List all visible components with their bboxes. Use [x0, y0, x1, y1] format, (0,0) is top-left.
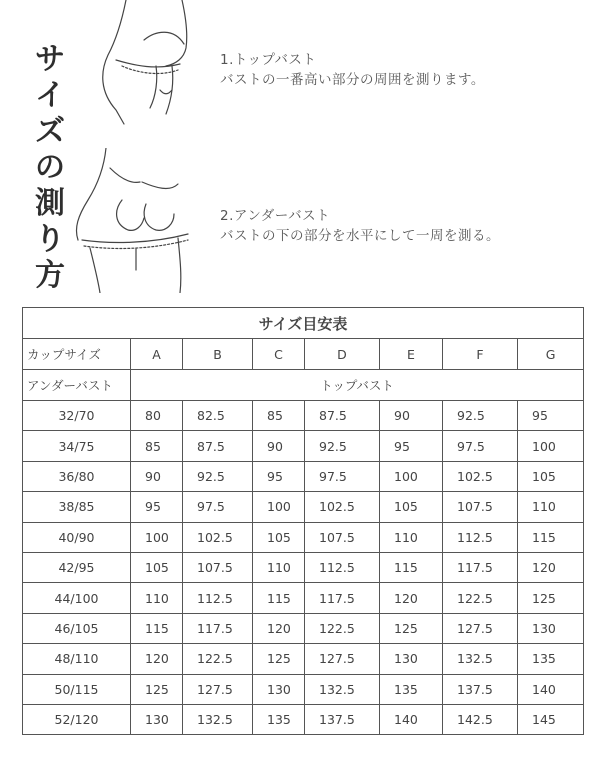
bust-header-row — [23, 370, 584, 401]
side-title-char: の — [35, 150, 65, 185]
top-bust-cell: 120 — [380, 583, 443, 613]
top-bust-cell: 140 — [518, 674, 584, 704]
top-bust-cell: 127.5 — [305, 644, 380, 674]
top-bust-cell: 120 — [518, 552, 584, 582]
top-bust-cell: 87.5 — [183, 431, 253, 461]
cup-size-label: カップサイズ — [23, 339, 131, 370]
step-description: バストの一番高い部分の周囲を測ります。 — [220, 72, 485, 88]
table-title-row — [23, 308, 584, 339]
top-bust-cell: 100 — [380, 461, 443, 491]
top-bust-cell: 130 — [380, 644, 443, 674]
side-title-char: ズ — [35, 114, 65, 149]
top-bust-label: トップバスト — [131, 370, 584, 401]
cup-header-cell: F — [443, 339, 518, 370]
top-bust-cell: 132.5 — [443, 644, 518, 674]
top-bust-cell: 107.5 — [305, 522, 380, 552]
top-bust-cell: 125 — [380, 613, 443, 643]
top-bust-cell: 105 — [518, 461, 584, 491]
top-bust-cell: 132.5 — [305, 674, 380, 704]
top-bust-cell: 95 — [380, 431, 443, 461]
table-row — [23, 522, 584, 552]
cup-header-cell: D — [305, 339, 380, 370]
top-bust-cell: 90 — [253, 431, 305, 461]
step-description: バストの下の部分を水平にして一周を測る。 — [220, 228, 500, 244]
cup-header-cell: G — [518, 339, 584, 370]
top-bust-cell: 87.5 — [305, 401, 380, 431]
top-bust-cell: 97.5 — [305, 461, 380, 491]
top-bust-cell: 110 — [131, 583, 183, 613]
top-bust-cell: 92.5 — [183, 461, 253, 491]
top-bust-cell: 95 — [131, 492, 183, 522]
under-bust-cell: 38/85 — [23, 492, 131, 522]
top-bust-cell: 97.5 — [183, 492, 253, 522]
top-bust-cell: 122.5 — [305, 613, 380, 643]
top-bust-illustration — [86, 0, 206, 130]
top-bust-cell: 117.5 — [443, 552, 518, 582]
table-row — [23, 461, 584, 491]
top-bust-cell: 130 — [253, 674, 305, 704]
step-top-bust — [220, 50, 485, 90]
top-bust-cell: 135 — [380, 674, 443, 704]
under-bust-cell: 46/105 — [23, 613, 131, 643]
step-title: 2.アンダーバスト — [220, 208, 331, 224]
table-row — [23, 431, 584, 461]
top-bust-cell: 95 — [253, 461, 305, 491]
top-bust-cell: 102.5 — [183, 522, 253, 552]
top-bust-cell: 122.5 — [183, 644, 253, 674]
side-title — [30, 42, 70, 294]
top-bust-cell: 112.5 — [183, 583, 253, 613]
size-chart-table — [22, 307, 584, 735]
top-bust-cell: 117.5 — [305, 583, 380, 613]
top-bust-cell: 135 — [518, 644, 584, 674]
under-bust-cell: 50/115 — [23, 674, 131, 704]
table-row — [23, 552, 584, 582]
top-bust-cell: 137.5 — [305, 704, 380, 734]
under-bust-cell: 44/100 — [23, 583, 131, 613]
top-bust-cell: 90 — [131, 461, 183, 491]
top-bust-cell: 110 — [253, 552, 305, 582]
top-bust-cell: 85 — [131, 431, 183, 461]
top-bust-cell: 112.5 — [305, 552, 380, 582]
under-bust-cell: 36/80 — [23, 461, 131, 491]
side-title-char: イ — [35, 78, 65, 113]
table-row — [23, 401, 584, 431]
side-title-char: 方 — [35, 258, 65, 293]
top-bust-cell: 117.5 — [183, 613, 253, 643]
top-bust-cell: 115 — [518, 522, 584, 552]
top-bust-cell: 105 — [131, 552, 183, 582]
step-title: 1.トップバスト — [220, 52, 317, 68]
cup-header-row — [23, 339, 584, 370]
top-bust-cell: 127.5 — [183, 674, 253, 704]
under-bust-illustration — [70, 148, 200, 293]
top-bust-cell: 110 — [380, 522, 443, 552]
top-bust-cell: 115 — [253, 583, 305, 613]
top-bust-cell: 137.5 — [443, 674, 518, 704]
table-row — [23, 644, 584, 674]
cup-header-cell: E — [380, 339, 443, 370]
top-bust-cell: 107.5 — [443, 492, 518, 522]
top-bust-cell: 140 — [380, 704, 443, 734]
top-bust-cell: 115 — [131, 613, 183, 643]
top-bust-cell: 97.5 — [443, 431, 518, 461]
side-title-char: 測 — [35, 186, 65, 221]
top-bust-cell: 125 — [131, 674, 183, 704]
table-row — [23, 583, 584, 613]
top-bust-cell: 95 — [518, 401, 584, 431]
top-bust-cell: 85 — [253, 401, 305, 431]
under-bust-cell: 48/110 — [23, 644, 131, 674]
top-bust-cell: 112.5 — [443, 522, 518, 552]
top-bust-cell: 130 — [518, 613, 584, 643]
under-bust-cell: 34/75 — [23, 431, 131, 461]
side-title-char: り — [35, 222, 65, 257]
top-bust-cell: 127.5 — [443, 613, 518, 643]
top-bust-cell: 102.5 — [305, 492, 380, 522]
top-bust-cell: 100 — [253, 492, 305, 522]
under-bust-label: アンダーバスト — [23, 370, 131, 401]
top-bust-cell: 107.5 — [183, 552, 253, 582]
under-bust-cell: 52/120 — [23, 704, 131, 734]
step-under-bust — [220, 206, 500, 246]
cup-header-cell: C — [253, 339, 305, 370]
table-row — [23, 613, 584, 643]
top-bust-cell: 82.5 — [183, 401, 253, 431]
top-bust-cell: 132.5 — [183, 704, 253, 734]
under-bust-cell: 42/95 — [23, 552, 131, 582]
under-bust-cell: 40/90 — [23, 522, 131, 552]
top-bust-cell: 125 — [253, 644, 305, 674]
top-bust-cell: 120 — [131, 644, 183, 674]
top-bust-cell: 100 — [131, 522, 183, 552]
top-bust-cell: 130 — [131, 704, 183, 734]
cup-header-cell: B — [183, 339, 253, 370]
top-bust-cell: 122.5 — [443, 583, 518, 613]
top-bust-cell: 110 — [518, 492, 584, 522]
top-bust-cell: 102.5 — [443, 461, 518, 491]
top-bust-cell: 125 — [518, 583, 584, 613]
cup-header-cell: A — [131, 339, 183, 370]
top-bust-cell: 92.5 — [443, 401, 518, 431]
top-bust-cell: 92.5 — [305, 431, 380, 461]
top-bust-cell: 120 — [253, 613, 305, 643]
top-bust-cell: 90 — [380, 401, 443, 431]
top-bust-cell: 100 — [518, 431, 584, 461]
top-bust-cell: 105 — [380, 492, 443, 522]
table-row — [23, 492, 584, 522]
top-bust-cell: 115 — [380, 552, 443, 582]
top-bust-cell: 135 — [253, 704, 305, 734]
table-title: サイズ目安表 — [23, 308, 584, 339]
top-bust-cell: 142.5 — [443, 704, 518, 734]
table-row — [23, 674, 584, 704]
top-bust-cell: 145 — [518, 704, 584, 734]
under-bust-cell: 32/70 — [23, 401, 131, 431]
side-title-char: サ — [35, 42, 65, 77]
top-bust-cell: 80 — [131, 401, 183, 431]
table-row — [23, 704, 584, 734]
top-bust-cell: 105 — [253, 522, 305, 552]
table-body — [23, 401, 584, 735]
